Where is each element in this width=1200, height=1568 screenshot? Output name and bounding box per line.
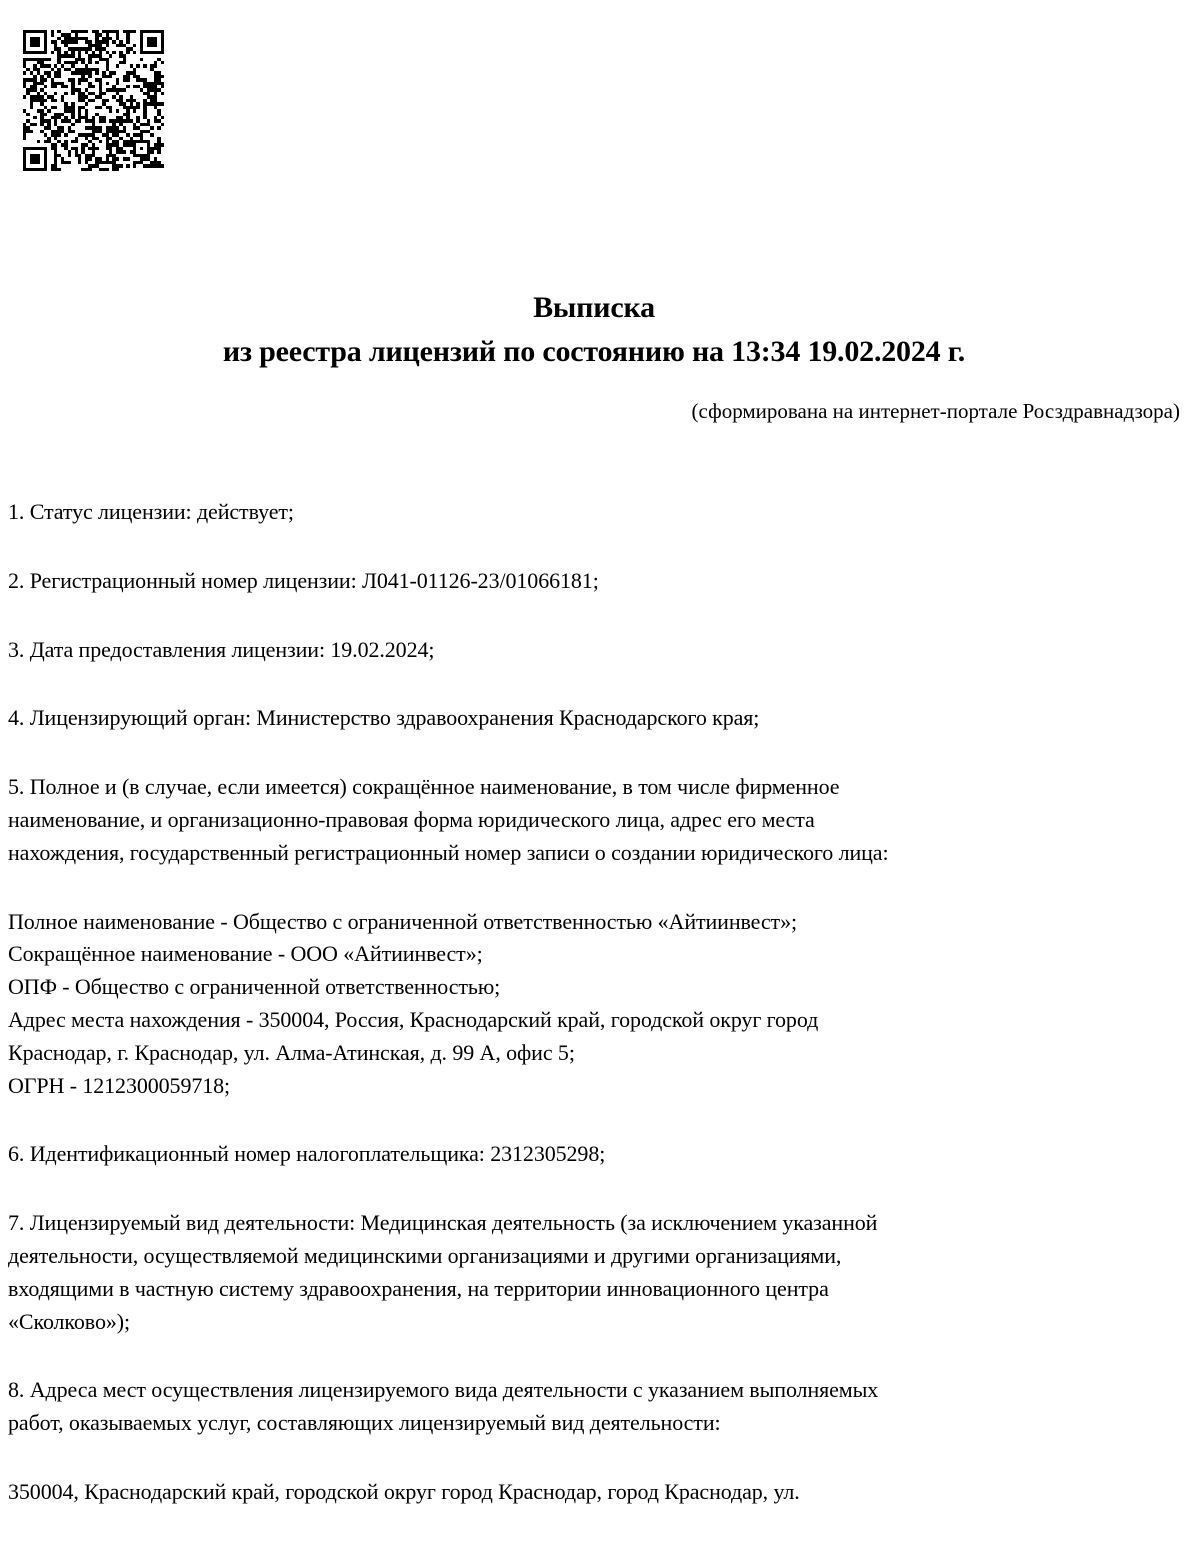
title-line-2: из реестра лицензий по состоянию на 13:34 19.02.2024 г. (222, 335, 966, 368)
text-line: входящими в частную систему здравоохранения, на территории инновационного центра (8, 1275, 829, 1301)
text-line: 7. Лицензируемый вид деятельности: Медицинская деятельность (за исключением указанной (8, 1210, 878, 1236)
document-body (8, 496, 1180, 1509)
text-line: работ, оказываемых услуг, составляющих лицензируемый вид деятельности: (8, 1410, 721, 1436)
paragraph-activity-addresses-heading (8, 1374, 1180, 1440)
text-line: 1. Статус лицензии: действует; (8, 499, 294, 524)
qr-code (23, 30, 164, 171)
text-line: 5. Полное и (в случае, если имеется) сокращённое наименование, в том числе фирменное (8, 774, 840, 800)
text-line: нахождения, государственный регистрационный номер записи о создании юридического лица: (8, 839, 889, 865)
text-line: Полное наименование - Общество с ограниченной ответственностью «Айтиинвест»; (8, 908, 797, 934)
paragraph-licensed-activity (8, 1207, 1180, 1338)
text-line: 6. Идентификационный номер налогоплательщика: 2312305298; (8, 1141, 606, 1167)
text-line: 8. Адреса мест осуществления лицензируемого вида деятельности с указанием выполняемых (8, 1377, 879, 1403)
paragraph-activity-address (8, 1476, 1180, 1509)
text-line: Адрес места нахождения - 350004, Россия, Краснодарский край, городской округ город (8, 1006, 819, 1032)
text-line: 3. Дата предоставления лицензии: 19.02.2024; (8, 636, 435, 662)
text-line: 350004, Краснодарский край, городской округ город Краснодар, город Краснодар, ул. (8, 1478, 800, 1504)
paragraph-grant-date (8, 634, 1180, 667)
paragraph-licensing-authority (8, 702, 1180, 735)
paragraph-organization-details (8, 906, 1180, 1103)
document-title (8, 0, 1180, 374)
paragraph-taxpayer-number (8, 1138, 1180, 1171)
text-line: наименование, и организационно-правовая форма юридического лица, адрес его места (8, 806, 815, 832)
text-line: 2. Регистрационный номер лицензии: Л041-01126-23/01066181; (8, 567, 599, 593)
text-line: ОГРН - 1212300059718; (8, 1072, 231, 1098)
text-line: Сокращённое наименование - ООО «Айтиинвест»; (8, 941, 483, 967)
text-line: «Сколково»); (8, 1308, 130, 1334)
paragraph-organization-heading (8, 771, 1180, 869)
text-line: 4. Лицензирующий орган: Министерство здравоохранения Краснодарского края; (8, 705, 760, 731)
title-line-1: Выписка (533, 291, 655, 324)
paragraph-registration-number (8, 565, 1180, 598)
text-line: Краснодар, г. Краснодар, ул. Алма-Атинская, д. 99 А, офис 5; (8, 1039, 575, 1065)
formed-note: (сформирована на интернет-портале Росздравнадзора) (691, 399, 1180, 423)
text-line: деятельности, осуществляемой медицинскими организациями и другими организациями, (8, 1242, 842, 1268)
text-line: ОПФ - Общество с ограниченной ответственностью; (8, 974, 501, 1000)
paragraph-license-status (8, 496, 1180, 529)
